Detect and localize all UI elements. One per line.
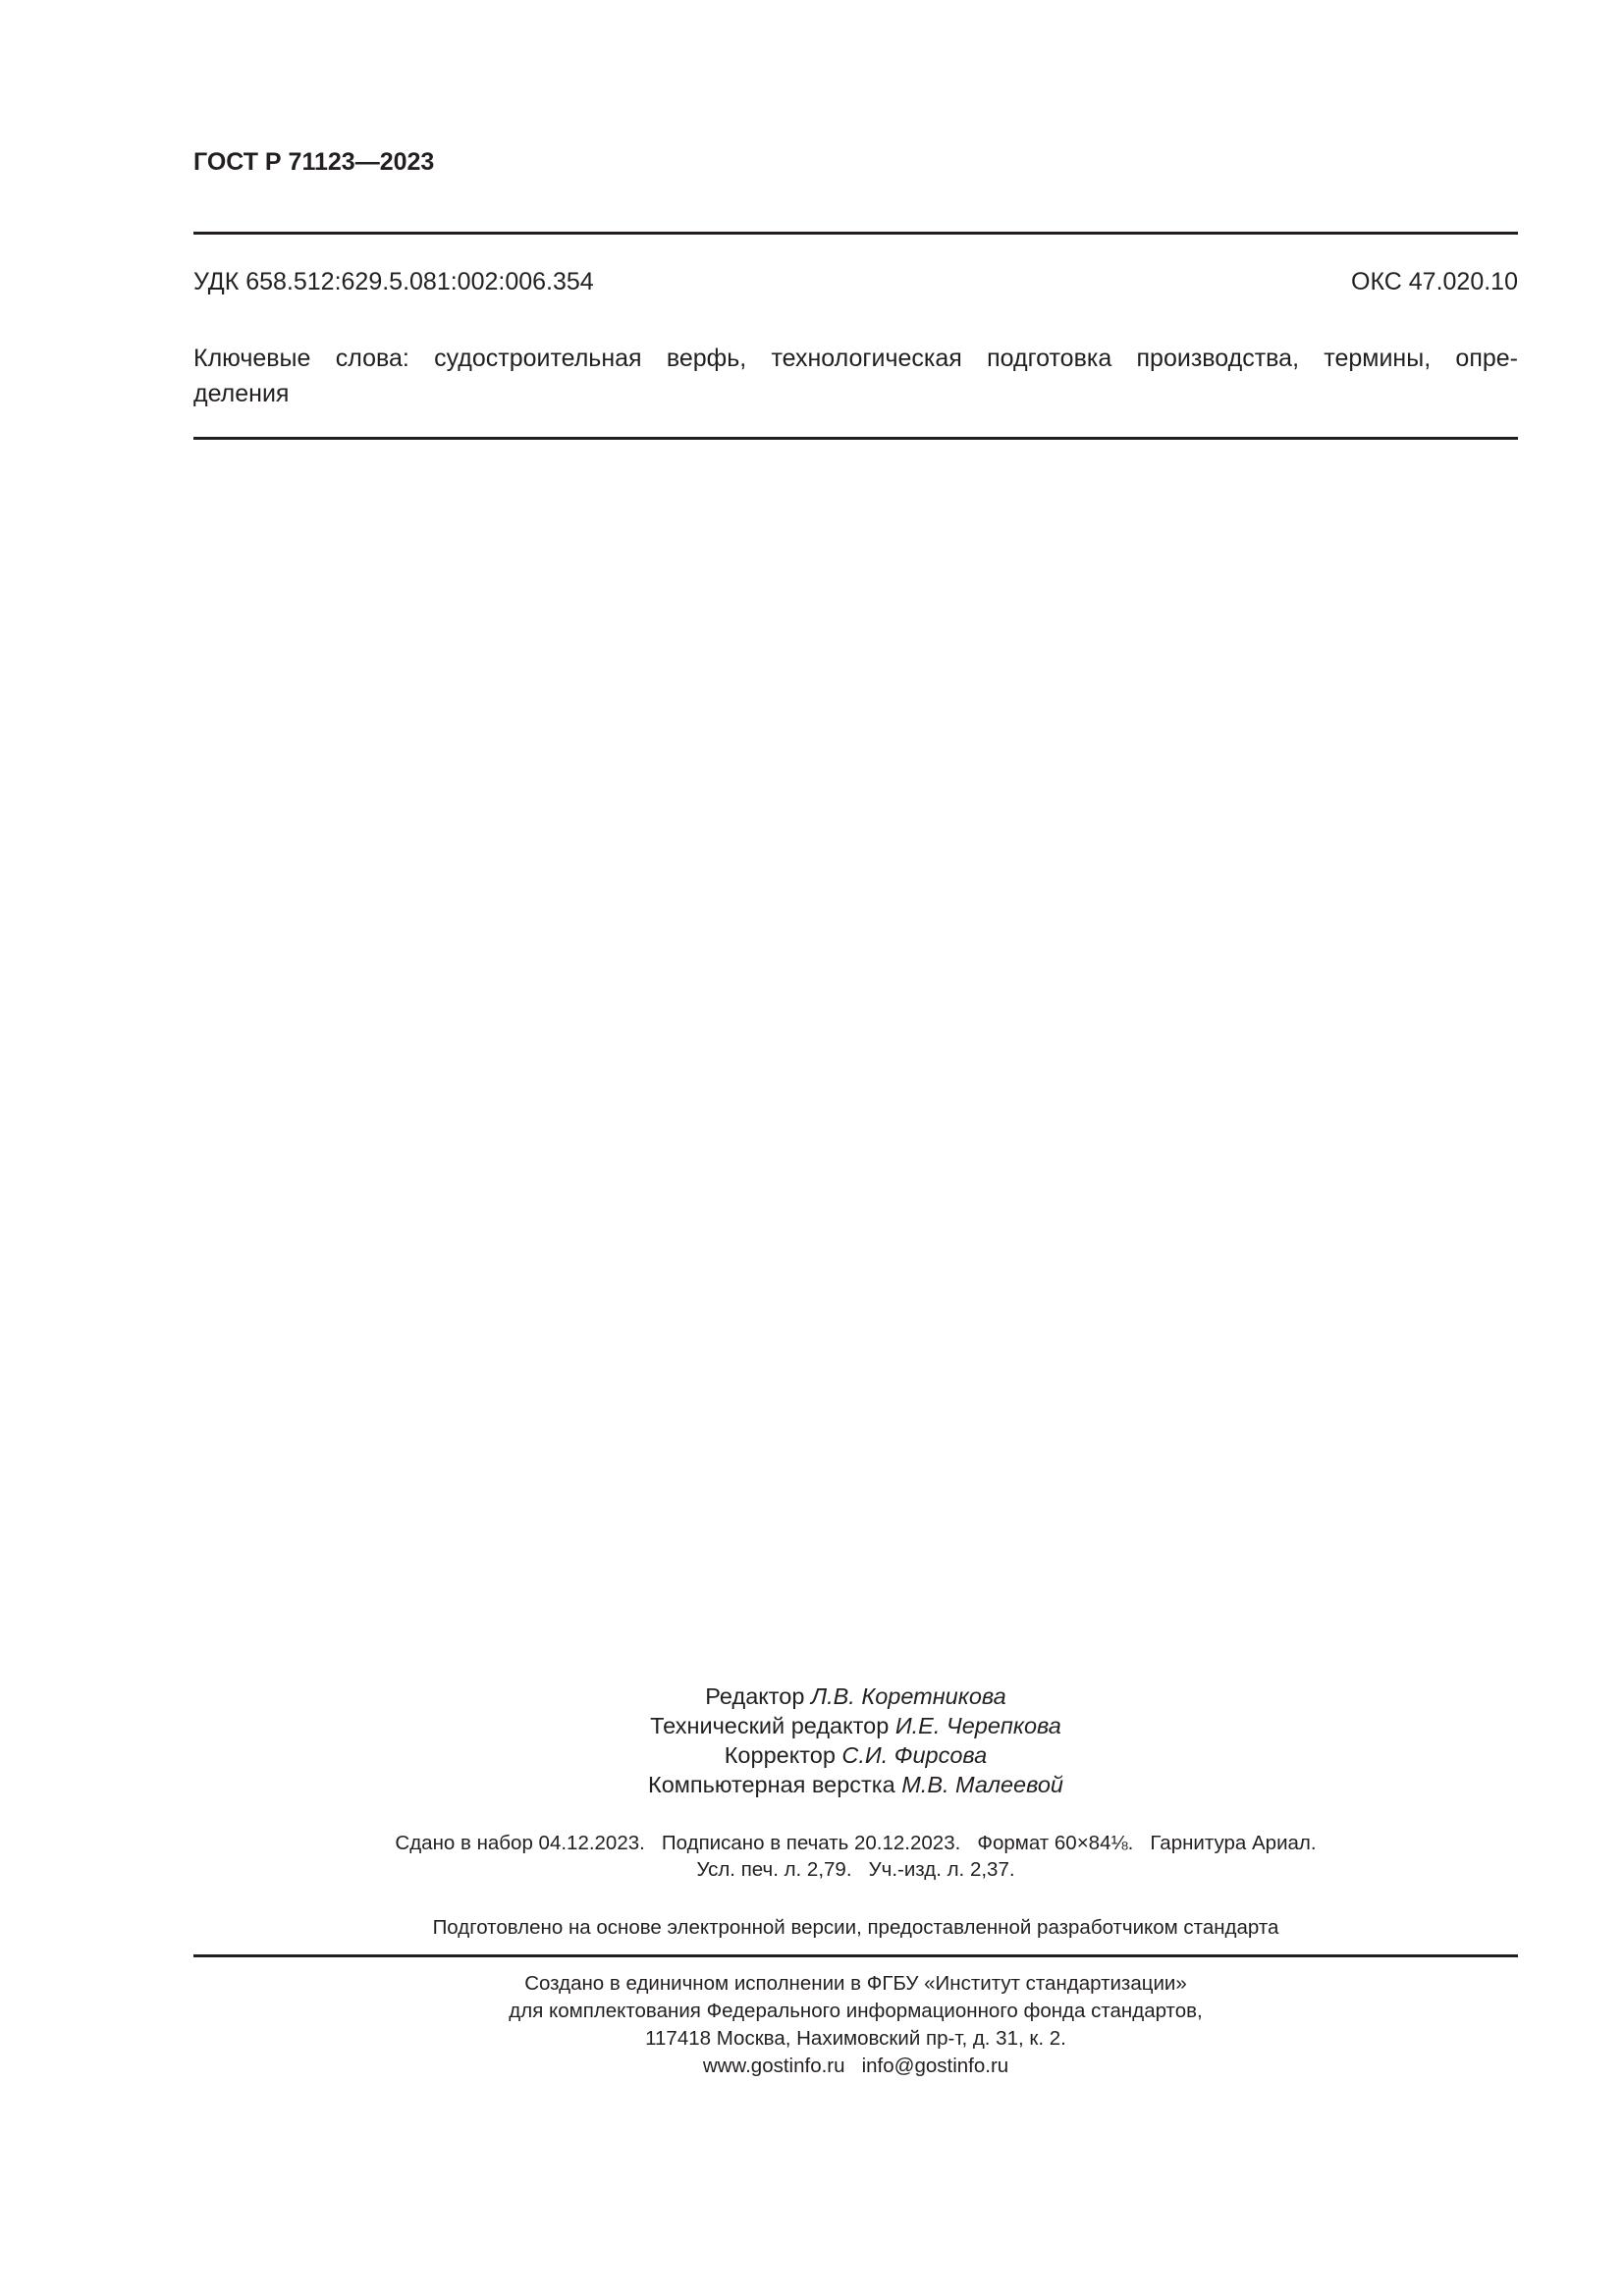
credit-name: И.Е. Черепкова: [894, 1713, 1061, 1738]
credits-block: [193, 1682, 1518, 1799]
oks-code: ОКС 47.020.10: [1351, 268, 1518, 295]
imprint-block: [193, 1830, 1518, 1883]
imprint-line: Сдано в набор 04.12.2023. Подписано в печать 20.12.2023. Формат 60×84⅛. Гарнитура Ариал.: [395, 1832, 1317, 1854]
credit-role: Компьютерная верстка: [648, 1772, 895, 1797]
credit-name: М.В. Малеевой: [901, 1772, 1063, 1797]
keywords-block: [193, 341, 1518, 411]
credit-editor: [193, 1682, 1518, 1711]
footer-links: www.gostinfo.ru info@gostinfo.ru: [702, 2055, 1009, 2077]
footer-line: 117418 Москва, Нахимовский пр-т, д. 31, к. 2.: [645, 2027, 1066, 2050]
credit-role: Корректор: [724, 1742, 836, 1768]
credit-layout: [193, 1770, 1518, 1799]
footer-line: для комплектования Федерального информационного фонда стандартов,: [509, 2000, 1203, 2022]
standard-code: ГОСТ Р 71123—2023: [193, 148, 435, 176]
prepared-note: Подготовлено на основе электронной версии, предоставленной разработчиком стандарта: [432, 1916, 1279, 1939]
credit-name: Л.В. Коретникова: [810, 1683, 1006, 1709]
top-divider: [193, 232, 1518, 235]
footer-line: Создано в единичном исполнении в ФГБУ «Институт стандартизации»: [524, 1972, 1187, 1995]
credit-role: Технический редактор: [650, 1713, 890, 1738]
credit-name: С.И. Фирсова: [841, 1742, 988, 1768]
keywords-line: деления: [193, 380, 290, 407]
credit-proofreader: [193, 1740, 1518, 1770]
credit-role: Редактор: [705, 1683, 805, 1709]
keywords-divider: [193, 437, 1518, 440]
publisher-footer: [193, 1970, 1518, 2080]
credit-tech-editor: [193, 1711, 1518, 1740]
udk-code: УДК 658.512:629.5.081:002:006.354: [193, 268, 594, 295]
imprint-line: Усл. печ. л. 2,79. Уч.-изд. л. 2,37.: [696, 1858, 1015, 1881]
footer-divider: [193, 1954, 1518, 1957]
keywords-line: Ключевые слова: судостроительная верфь, технологическая подготовка производства, термины, опре-: [193, 345, 1518, 372]
